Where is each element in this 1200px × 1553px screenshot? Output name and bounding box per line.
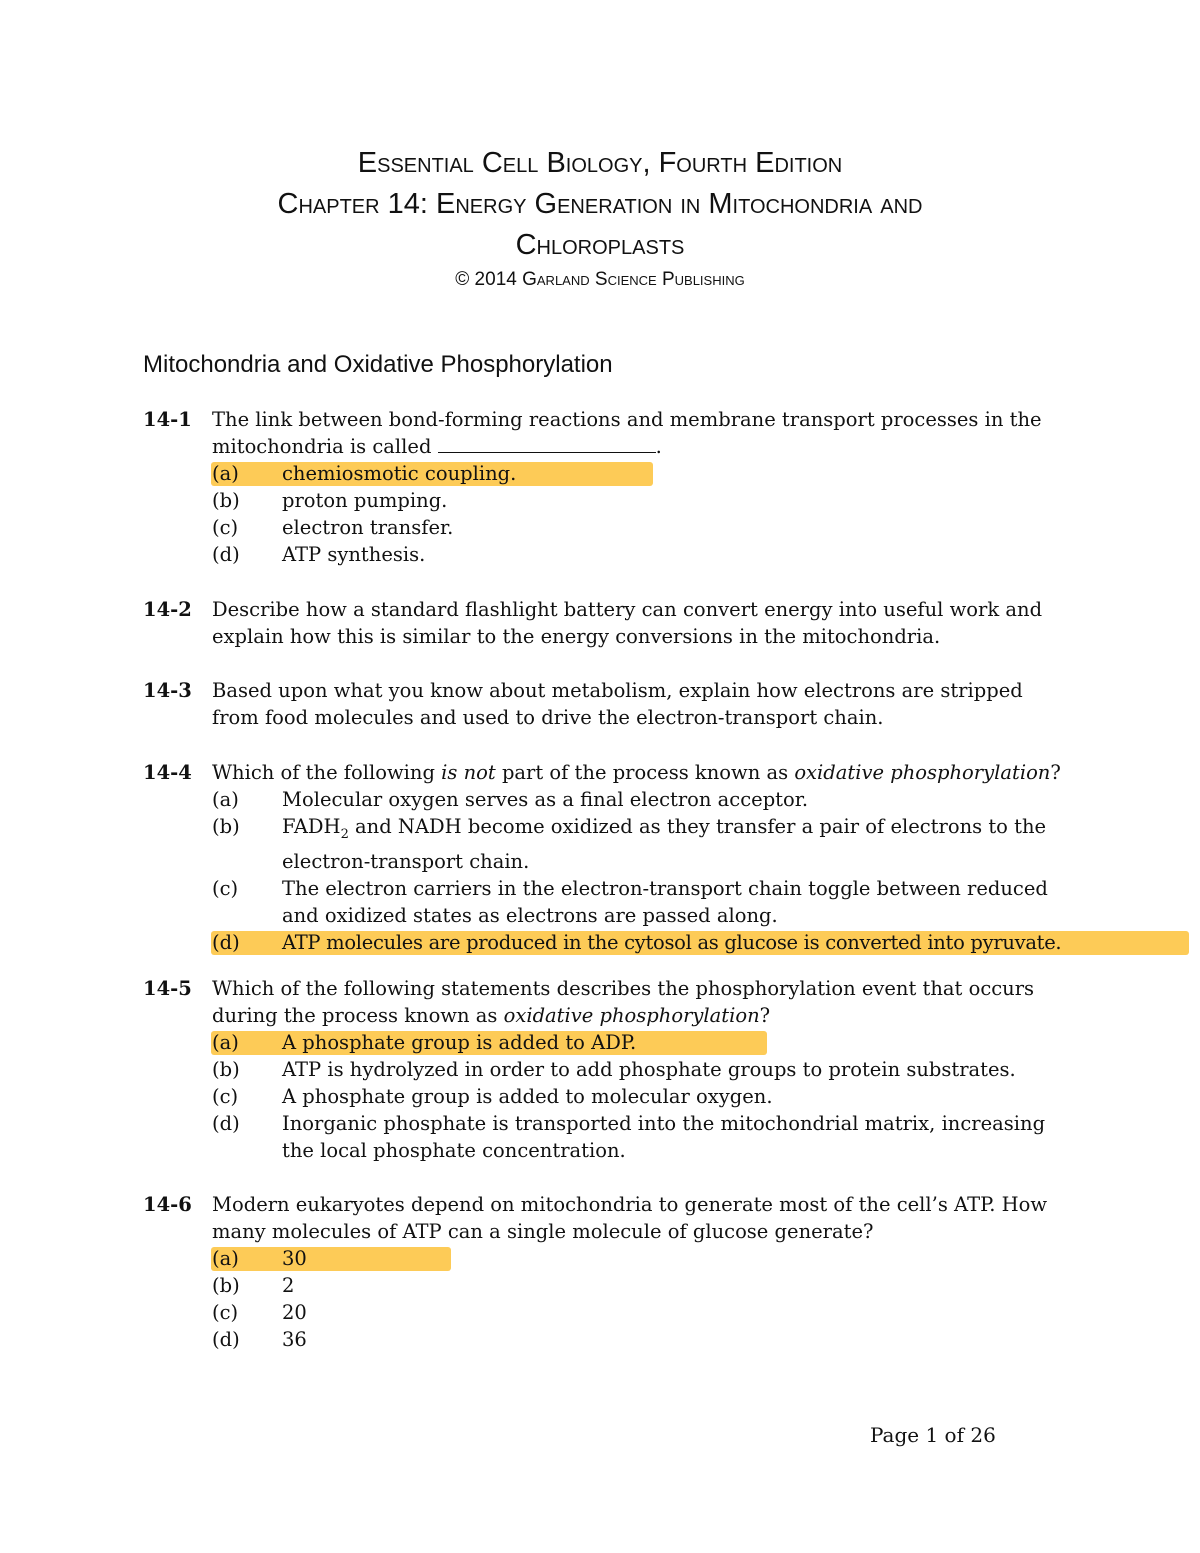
- option-label: (b): [212, 1058, 240, 1081]
- stem-end: ?: [759, 1004, 771, 1027]
- stem-emphasis: oxidative phosphorylation: [503, 1004, 760, 1027]
- option-b: [143, 813, 1063, 875]
- option-text: The electron carriers in the electron-transport chain toggle between reduced and oxidized states as electrons are passed along.: [282, 876, 1048, 927]
- option-a: [143, 460, 1063, 487]
- question-14-4: [143, 759, 1063, 956]
- stem-emphasis: is not: [441, 761, 496, 784]
- option-label: (d): [212, 543, 240, 566]
- question-number: 14-4: [143, 761, 192, 784]
- option-d: [143, 929, 1063, 956]
- page-number: Page 1 of 26: [870, 1423, 996, 1447]
- stem-text: part of the process known as: [501, 761, 789, 784]
- option-text: electron transfer.: [282, 516, 454, 539]
- option-label: (a): [212, 788, 239, 811]
- question-stem: [143, 677, 1063, 731]
- stem-end: .: [655, 435, 662, 458]
- option-label: (b): [212, 815, 240, 838]
- option-text: 20: [282, 1301, 307, 1324]
- stem-text: Modern eukaryotes depend on mitochondria to generate most of the cell’s ATP. How many molecules of ATP can a single molecule of glucose generate?: [212, 1193, 1048, 1243]
- option-b: [143, 487, 1063, 514]
- option-label: (c): [212, 1085, 239, 1108]
- option-b: [143, 1056, 1063, 1083]
- question-stem: [143, 406, 1063, 460]
- option-label: (d): [212, 1112, 240, 1135]
- option-label: (c): [212, 1301, 239, 1324]
- question-stem: [143, 596, 1063, 650]
- option-text: ATP is hydrolyzed in order to add phosphate groups to protein substrates.: [282, 1058, 1016, 1081]
- copyright-line: © 2014 Garland Science Publishing: [455, 269, 745, 290]
- question-14-3: [143, 677, 1063, 731]
- question-14-1: [143, 406, 1063, 568]
- chapter-title-line1: Chapter 14: Energy Generation in Mitochondria and: [277, 188, 923, 220]
- option-text: ATP molecules are produced in the cytosol as glucose is converted into pyruvate.: [282, 930, 1062, 954]
- question-stem: [143, 759, 1063, 786]
- stem-text: The link between bond-forming reactions and membrane transport processes in the mitochondria is called: [212, 408, 1042, 458]
- answer-blank: [438, 435, 656, 453]
- stem-end: ?: [1050, 761, 1061, 784]
- option-text: 2: [282, 1274, 295, 1297]
- question-14-2: [143, 596, 1063, 650]
- option-d: [143, 1110, 1063, 1164]
- option-label: (b): [212, 1274, 240, 1297]
- question-stem: [143, 1191, 1063, 1245]
- option-label: (a): [212, 1031, 239, 1054]
- option-text: Molecular oxygen serves as a final electron acceptor.: [282, 788, 809, 811]
- option-text-rest: and NADH become oxidized as they transfer a pair of electrons to the electron-transport chain.: [282, 815, 1047, 873]
- question-number: 14-3: [143, 679, 192, 702]
- option-text: proton pumping.: [282, 489, 448, 512]
- chapter-title-line2: Chloroplasts: [515, 229, 685, 261]
- book-title: Essential Cell Biology, Fourth Edition: [357, 147, 843, 179]
- question-14-5: [143, 975, 1063, 1164]
- section-heading: Mitochondria and Oxidative Phosphorylation: [143, 351, 613, 378]
- question-number: 14-1: [143, 408, 192, 431]
- option-a: [143, 786, 1063, 813]
- option-text: 30: [282, 1247, 307, 1270]
- option-label: (c): [212, 516, 239, 539]
- question-stem: [143, 975, 1063, 1029]
- option-c: [143, 514, 1063, 541]
- option-c: [143, 1299, 1063, 1326]
- option-label: (d): [212, 930, 240, 954]
- option-text: ATP synthesis.: [282, 543, 426, 566]
- option-text: Inorganic phosphate is transported into the mitochondrial matrix, increasing the local phosphate concentration.: [282, 1112, 1046, 1162]
- option-text: [282, 815, 1046, 873]
- option-label: (a): [212, 1247, 239, 1270]
- stem-text: Which of the following: [212, 761, 435, 784]
- formula-text: FADH: [282, 815, 341, 838]
- option-a: [143, 1029, 1063, 1056]
- question-14-6: [143, 1191, 1063, 1353]
- question-number: 14-2: [143, 598, 192, 621]
- option-label: (a): [212, 462, 239, 485]
- question-number: 14-6: [143, 1193, 192, 1216]
- option-a: [143, 1245, 1063, 1272]
- option-b: [143, 1272, 1063, 1299]
- option-label: (c): [212, 876, 239, 900]
- option-d: [143, 541, 1063, 568]
- stem-text: Which of the following statements describes the phosphorylation event that occurs during the process known as: [212, 977, 1035, 1027]
- option-text: A phosphate group is added to molecular oxygen.: [282, 1085, 773, 1108]
- option-c: [143, 1083, 1063, 1110]
- option-c: [143, 875, 1063, 929]
- option-text: 36: [282, 1328, 307, 1351]
- option-label: (b): [212, 489, 240, 512]
- option-d: [143, 1326, 1063, 1353]
- option-text: chemiosmotic coupling.: [282, 462, 517, 485]
- subscript: 2: [340, 826, 349, 842]
- option-label: (d): [212, 1328, 240, 1351]
- stem-emphasis: oxidative phosphorylation: [794, 761, 1051, 784]
- stem-text: Describe how a standard flashlight battery can convert energy into useful work and explain how this is similar to the energy conversions in the mitochondria.: [212, 598, 1043, 648]
- option-text: A phosphate group is added to ADP.: [282, 1031, 637, 1054]
- stem-text: Based upon what you know about metabolism, explain how electrons are stripped from food molecules and used to drive the electron-transport chain.: [212, 679, 1023, 729]
- correct-answer-highlight: [211, 1247, 451, 1271]
- question-number: 14-5: [143, 977, 192, 1000]
